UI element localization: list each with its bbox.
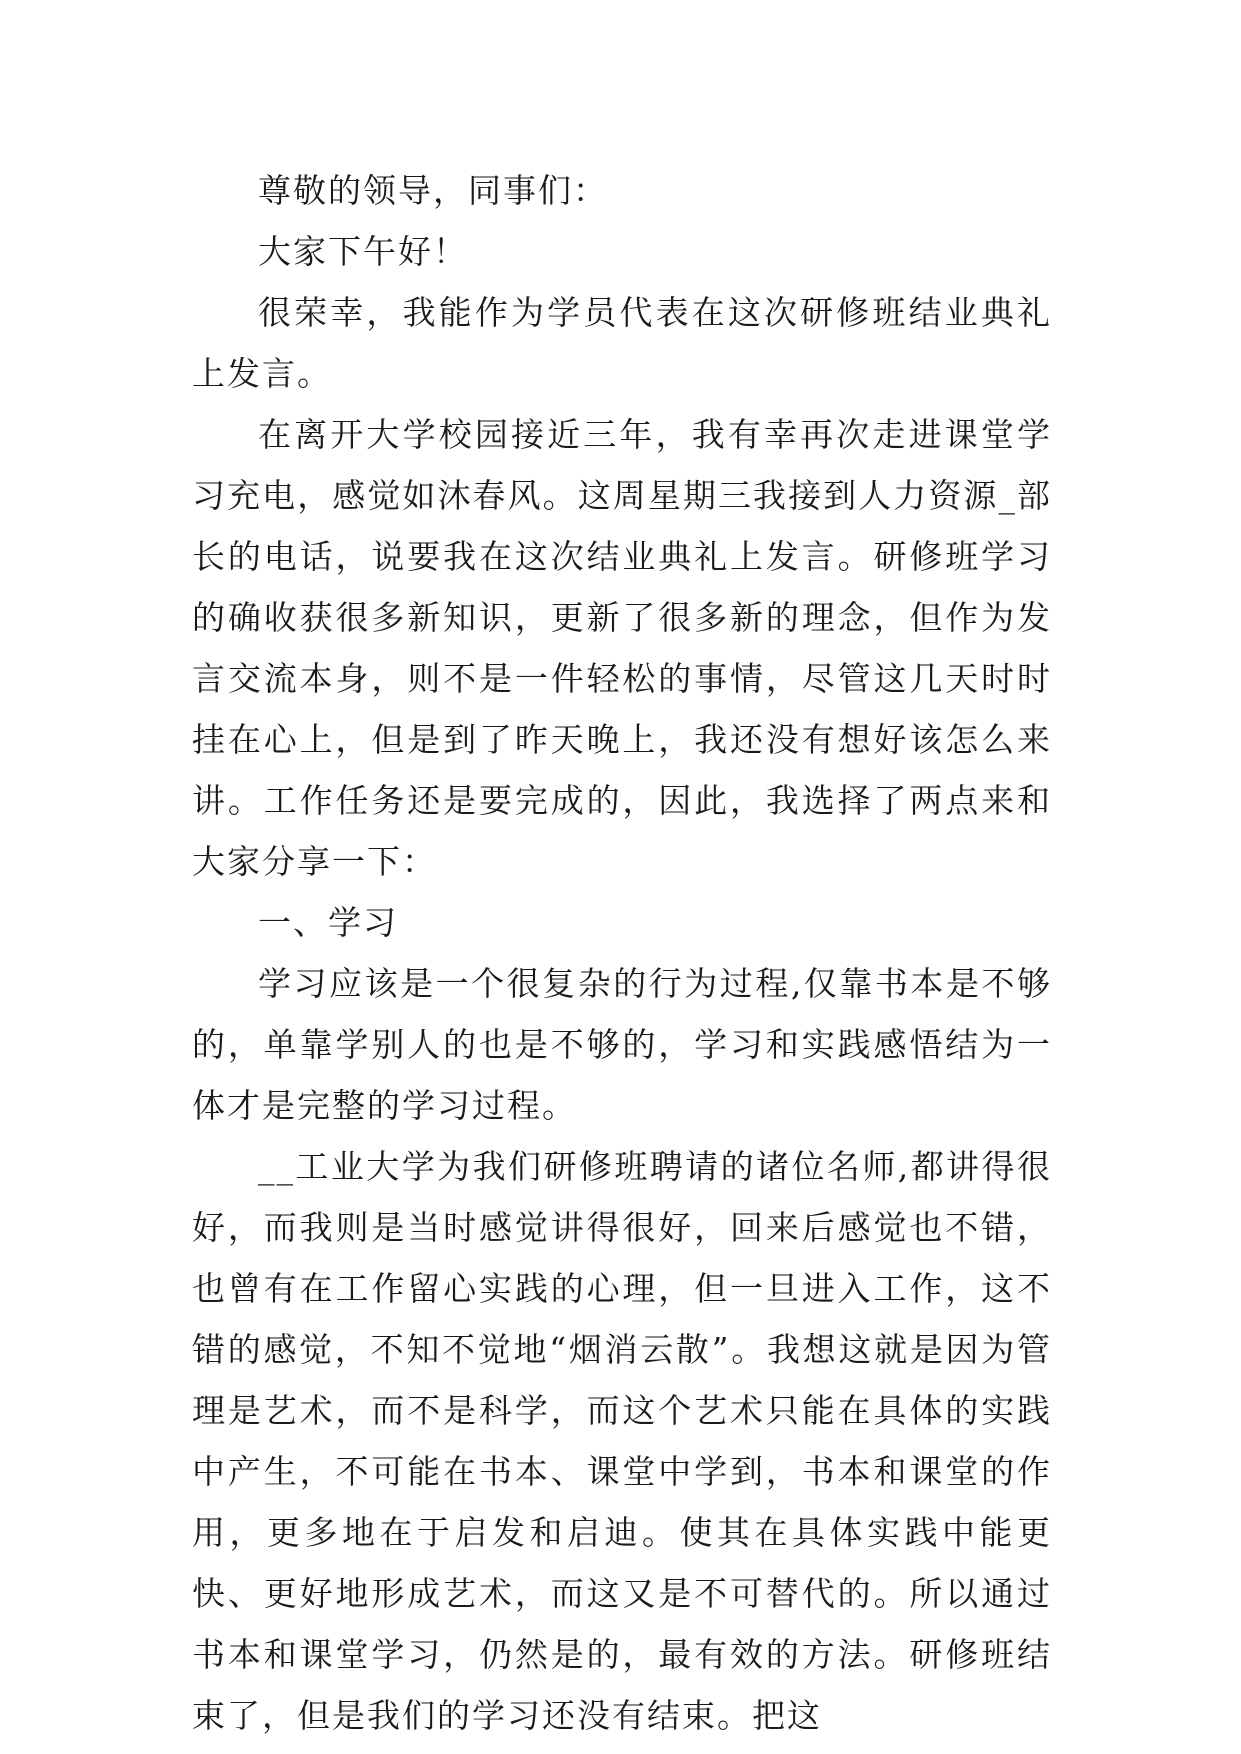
paragraph-learning-process: 学习应该是一个很复杂的行为过程,仅靠书本是不够的，单靠学别人的也是不够的，学习和实践感悟结为一体才是完整的学习过程。	[192, 964, 1052, 1125]
greeting: 大家下午好！	[258, 232, 468, 271]
salutation: 尊敬的领导，同事们：	[258, 171, 608, 210]
speech-body	[192, 160, 1052, 1746]
section-heading-learning: 一、学习	[258, 903, 398, 942]
paragraph-background: 在离开大学校园接近三年，我有幸再次走进课堂学习充电，感觉如沐春风。这周星期三我接到人力资源_部长的电话，说要我在这次结业典礼上发言。研修班学习的确收获很多新知识，更新了很多新的理念，但作为发言交流本身，则不是一件轻松的事情，尽管这几天时时挂在心上，但是到了昨天晚上，我还没有想好该怎么来讲。工作任务还是要完成的，因此，我选择了两点来和大家分享一下：	[192, 415, 1052, 881]
paragraph-university-teachers: __工业大学为我们研修班聘请的诸位名师,都讲得很好，而我则是当时感觉讲得很好，回来后感觉也不错，也曾有在工作留心实践的心理，但一旦进入工作，这不错的感觉，不知不觉地“烟消云散”。我想这就是因为管理是艺术，而不是科学，而这个艺术只能在具体的实践中产生，不可能在书本、课堂中学到，书本和课堂的作用，更多地在于启发和启迪。使其在具体实践中能更快、更好地形成艺术，而这又是不可替代的。所以通过书本和课堂学习，仍然是的，最有效的方法。研修班结束了，但是我们的学习还没有结束。把这	[192, 1147, 1052, 1735]
paragraph-intro: 很荣幸，我能作为学员代表在这次研修班结业典礼上发言。	[192, 293, 1052, 393]
